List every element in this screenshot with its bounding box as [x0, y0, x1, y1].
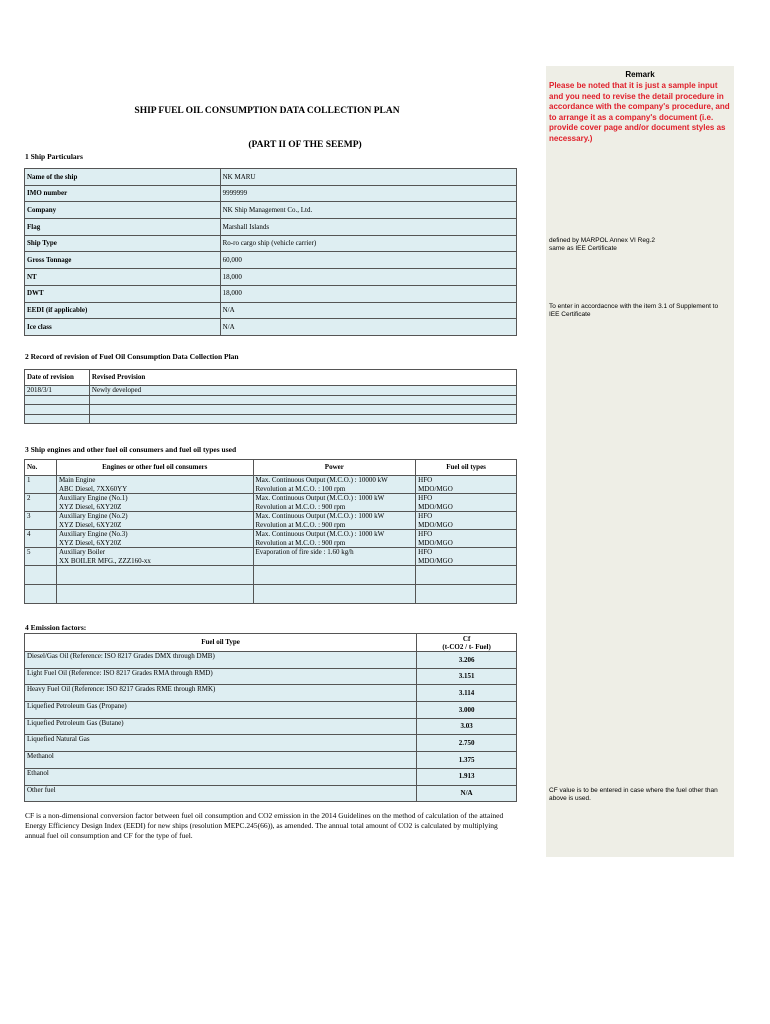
- engine-fuel-secondary: MDO/MGO: [418, 502, 453, 511]
- remark-note-marpol-2: same as IEE Certificate: [549, 245, 617, 252]
- particular-label: DWT: [25, 285, 221, 302]
- engine-power-revolution: Revolution at M.C.O. : 900 rpm: [255, 502, 346, 511]
- revision-table: [24, 369, 517, 424]
- table-row: [25, 319, 517, 336]
- engine-name: Main Engine: [58, 476, 96, 484]
- emission-fuel-type: Methanol: [25, 752, 417, 769]
- emission-fuel-type: Ethanol: [25, 768, 417, 785]
- engine-no: 2: [25, 494, 57, 512]
- engine-model: XX BOILER MFG., ZZZ160-xx: [58, 556, 151, 565]
- emission-cf-value: 2.750: [417, 735, 517, 752]
- revision-date: 2018/3/1: [25, 386, 90, 396]
- engine-cell: [56, 585, 253, 604]
- particular-value: Ro-ro cargo ship (vehicle carrier): [220, 235, 516, 252]
- table-row: [25, 652, 517, 669]
- emission-cf-value: 3.000: [417, 702, 517, 719]
- revision-date: [25, 405, 90, 415]
- engine-power-output: Evaporation of fire side : 1.60 kg/h: [255, 548, 354, 556]
- engine-cell: [56, 476, 253, 494]
- engine-power-output: Max. Continuous Output (M.C.O.) : 1000 kW: [255, 494, 385, 502]
- emission-fuel-type: Liquefied Petroleum Gas (Butane): [25, 718, 417, 735]
- engine-cell: [416, 476, 517, 494]
- table-row: [25, 252, 517, 269]
- remark-note-marpol-1: defined by MARPOL Annex VI Reg.2: [549, 237, 655, 244]
- engine-cell: [56, 530, 253, 548]
- table-row: [25, 685, 517, 702]
- engines-header-fuel: Fuel oil types: [416, 460, 517, 476]
- engines-header-power: Power: [253, 460, 416, 476]
- remark-note-eedi-2: IEE Certificate: [549, 311, 591, 318]
- emission-header-cf: [417, 634, 517, 652]
- engine-cell: [56, 512, 253, 530]
- revision-header-provision: Revised Provision: [89, 370, 516, 386]
- engine-cell: [416, 585, 517, 604]
- engine-power-output: Max. Continuous Output (M.C.O.) : 10000 kW: [255, 476, 388, 484]
- ship-particulars-table: [24, 168, 517, 336]
- table-row: [25, 702, 517, 719]
- engine-fuel-primary: HFO: [418, 512, 433, 520]
- engine-cell: [416, 548, 517, 566]
- revision-provision: [89, 405, 516, 415]
- particular-value: 60,000: [220, 252, 516, 269]
- engine-power-output: Max. Continuous Output (M.C.O.) : 1000 kW: [255, 530, 385, 538]
- emission-fuel-type: Diesel/Gas Oil (Reference: ISO 8217 Grades DMX through DMB): [25, 652, 417, 669]
- table-row: [25, 752, 517, 769]
- table-row: [25, 735, 517, 752]
- engine-fuel-primary: HFO: [418, 530, 433, 538]
- table-row: [25, 285, 517, 302]
- particular-label: NT: [25, 269, 221, 286]
- section1-heading: 1 Ship Particulars: [25, 152, 83, 161]
- emission-fuel-type: Liquefied Petroleum Gas (Propane): [25, 702, 417, 719]
- emission-fuel-type: Other fuel: [25, 785, 417, 802]
- engines-header-engine: Engines or other fuel oil consumers: [56, 460, 253, 476]
- remark-panel: [546, 66, 734, 857]
- engine-name: Auxiliary Engine (No.3): [58, 530, 128, 538]
- engine-cell: [416, 512, 517, 530]
- emission-fuel-type: Light Fuel Oil (Reference: ISO 8217 Grades RMA through RMD): [25, 668, 417, 685]
- table-row: [25, 302, 517, 319]
- engine-power-revolution: Revolution at M.C.O. : 900 rpm: [255, 520, 346, 529]
- table-row: [25, 768, 517, 785]
- engine-fuel-secondary: MDO/MGO: [418, 484, 453, 493]
- engine-cell: [253, 530, 416, 548]
- engine-cell: [253, 494, 416, 512]
- page-title: SHIP FUEL OIL CONSUMPTION DATA COLLECTION PLAN: [134, 106, 400, 116]
- engine-fuel-secondary: MDO/MGO: [418, 556, 453, 565]
- engine-cell: [56, 494, 253, 512]
- engine-fuel-primary: HFO: [418, 476, 433, 484]
- emission-cf-value: N/A: [417, 785, 517, 802]
- engine-no: [25, 585, 57, 604]
- revision-header-date: Date of revision: [25, 370, 90, 386]
- engine-fuel-primary: HFO: [418, 548, 433, 556]
- table-row: [25, 395, 517, 405]
- particular-value: 9999999: [220, 185, 516, 202]
- engine-name: Auxiliary Engine (No.1): [58, 494, 128, 502]
- remark-warning: Please be noted that it is just a sample input and you need to revise the detail procedure in accordance with the company's procedure, and to arrange it as a company's document (i.e. provide cover page and/or document styles as necessary.): [549, 81, 730, 143]
- engine-power-output: Max. Continuous Output (M.C.O.) : 1000 kW: [255, 512, 385, 520]
- remark-note-cf: CF value is to be entered in case where the fuel other than above is used.: [549, 787, 718, 802]
- engine-cell: [253, 548, 416, 566]
- emission-header-cf-unit: (t-CO2 / t- Fuel): [442, 642, 491, 651]
- particular-label: Flag: [25, 219, 221, 236]
- particular-value: 18,000: [220, 269, 516, 286]
- engine-cell: [416, 494, 517, 512]
- revision-provision: Newly developed: [89, 386, 516, 396]
- particular-value: N/A: [220, 302, 516, 319]
- particular-value: Marshall Islands: [220, 219, 516, 236]
- table-row: [25, 202, 517, 219]
- table-row: [25, 530, 517, 548]
- revision-provision: [89, 414, 516, 424]
- engine-power-revolution: Revolution at M.C.O. : 900 rpm: [255, 538, 346, 547]
- table-row: [25, 548, 517, 566]
- section2-heading: 2 Record of revision of Fuel Oil Consumption Data Collection Plan: [25, 352, 239, 361]
- revision-provision: [89, 395, 516, 405]
- particular-label: Ship Type: [25, 235, 221, 252]
- engine-name: Auxiliary Engine (No.2): [58, 512, 128, 520]
- particular-label: EEDI (if applicable): [25, 302, 221, 319]
- engine-power-revolution: Revolution at M.C.O. : 100 rpm: [255, 484, 346, 493]
- table-row: [25, 512, 517, 530]
- engine-model: XYZ Diesel, 6XY20Z: [58, 520, 122, 529]
- engine-cell: [253, 585, 416, 604]
- table-row: [25, 785, 517, 802]
- emission-cf-value: 3.151: [417, 668, 517, 685]
- emission-cf-value: 1.375: [417, 752, 517, 769]
- engine-fuel-secondary: MDO/MGO: [418, 538, 453, 547]
- particular-label: Gross Tonnage: [25, 252, 221, 269]
- emission-cf-value: 3.03: [417, 718, 517, 735]
- table-row: [25, 476, 517, 494]
- engine-fuel-primary: HFO: [418, 494, 433, 502]
- section3-heading: 3 Ship engines and other fuel oil consumers and fuel oil types used: [25, 445, 237, 454]
- engine-cell: [416, 566, 517, 585]
- table-row: [25, 169, 517, 186]
- table-row: [25, 668, 517, 685]
- emission-header-fuel: Fuel oil Type: [25, 634, 417, 652]
- particular-label: Company: [25, 202, 221, 219]
- revision-date: [25, 414, 90, 424]
- engine-fuel-secondary: MDO/MGO: [418, 520, 453, 529]
- emission-cf-value: 3.114: [417, 685, 517, 702]
- table-row: [25, 405, 517, 415]
- particular-label: Ice class: [25, 319, 221, 336]
- engines-table: [24, 459, 517, 604]
- particular-value: NK MARU: [220, 169, 516, 186]
- table-row: [25, 185, 517, 202]
- remark-note-eedi-1: To enter in accordacnce with the item 3.1 of Supplement to: [549, 303, 719, 310]
- engines-header-no: No.: [25, 460, 57, 476]
- engine-name: Auxiliary Boiler: [58, 548, 106, 556]
- emission-fuel-type: Liquefied Natural Gas: [25, 735, 417, 752]
- engine-cell: [416, 530, 517, 548]
- engine-no: 5: [25, 548, 57, 566]
- particular-value: N/A: [220, 319, 516, 336]
- engine-no: [25, 566, 57, 585]
- engine-no: 4: [25, 530, 57, 548]
- emission-factors-table: [24, 633, 517, 802]
- table-row: [25, 718, 517, 735]
- engine-cell: [56, 548, 253, 566]
- emission-cf-value: 1.913: [417, 768, 517, 785]
- engine-no: 1: [25, 476, 57, 494]
- particular-value: NK Ship Management Co., Ltd.: [220, 202, 516, 219]
- engine-cell: [56, 566, 253, 585]
- table-row: [25, 269, 517, 286]
- table-row: [25, 566, 517, 585]
- table-row: [25, 585, 517, 604]
- revision-date: [25, 395, 90, 405]
- particular-value: 18,000: [220, 285, 516, 302]
- section4-heading: 4 Emission factors:: [25, 623, 87, 632]
- emission-cf-value: 3.206: [417, 652, 517, 669]
- emission-header-cf-symbol: Cf: [462, 634, 471, 643]
- engine-model: XYZ Diesel, 6XY20Z: [58, 502, 122, 511]
- engine-cell: [253, 476, 416, 494]
- table-row: [25, 219, 517, 236]
- cf-footnote: CF is a non-dimensional conversion factor between fuel oil consumption and CO2 emission in the 2014 Guidelines on the method of calculation of the attained Energy Efficiency Design Index (EEDI) for new ships (resolution MEPC.245(66)), as amended. The annual total amount of CO2 is calculated by multiplying annual fuel oil consumption and CF for the type of fuel.: [25, 811, 504, 840]
- table-row: [25, 414, 517, 424]
- engine-cell: [253, 566, 416, 585]
- engine-cell: [253, 512, 416, 530]
- emission-fuel-type: Heavy Fuel Oil (Reference: ISO 8217 Grades RME through RMK): [25, 685, 417, 702]
- engine-no: 3: [25, 512, 57, 530]
- page-subtitle: (PART II OF THE SEEMP): [248, 140, 362, 150]
- particular-label: IMO number: [25, 185, 221, 202]
- particular-label: Name of the ship: [25, 169, 221, 186]
- remark-title: Remark: [625, 70, 655, 79]
- table-row: [25, 494, 517, 512]
- table-row: [25, 386, 517, 396]
- engine-model: XYZ Diesel, 6XY20Z: [58, 538, 122, 547]
- engine-model: ABC Diesel, 7XX60YY: [58, 484, 128, 493]
- table-row: [25, 235, 517, 252]
